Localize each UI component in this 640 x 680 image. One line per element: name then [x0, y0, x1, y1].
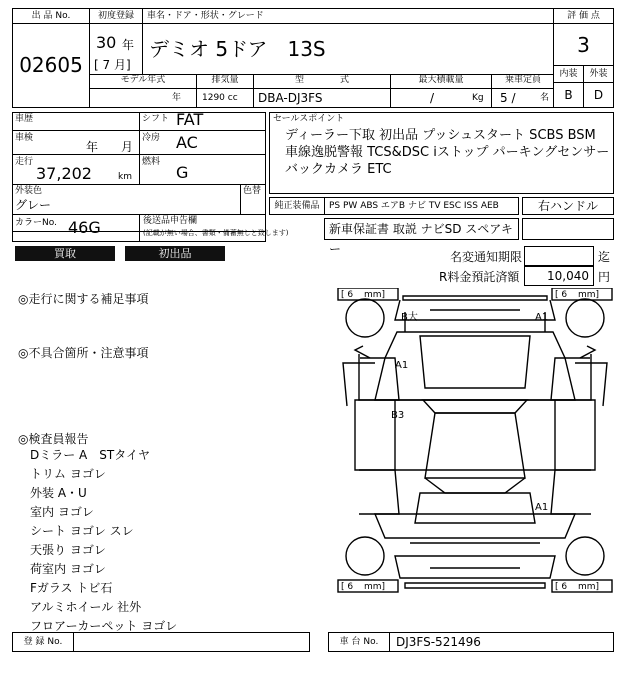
max-load-label: 最大積載量: [418, 75, 464, 85]
recycle-box: [524, 266, 594, 286]
car-name-cell: [142, 23, 554, 75]
handle-value: 右ハンドル: [537, 199, 598, 213]
first-reg-cell: [89, 23, 143, 75]
history-label: 車歴: [15, 114, 34, 124]
sales-line-3: バックカメラ ETC: [285, 162, 392, 177]
sales-line-2: 車線逸脱警報 TCS&DSC iストップ パーキングセンサー: [285, 145, 610, 160]
interior-label: 内装: [559, 69, 578, 79]
exterior-grade-cell: [583, 82, 614, 108]
fuel-label: 燃料: [142, 157, 161, 167]
inspection-month-unit: 月: [121, 140, 134, 154]
blank-cell: [522, 218, 614, 240]
wheel-rear-right-icon: [566, 537, 604, 575]
lot-label-cell: [12, 8, 90, 24]
inspector-item: シート ヨゴレ スレ: [30, 524, 134, 538]
inspector-item: 天張り ヨゴレ: [30, 543, 106, 557]
chassis-value: DJ3FS-521496: [396, 635, 481, 649]
equip-label: 純正装備品: [274, 201, 320, 211]
wheel-front-left-icon: [346, 299, 384, 337]
divider: [12, 184, 266, 185]
lot-number: 02605: [19, 53, 83, 77]
car-damage-diagram: [335, 288, 615, 628]
inspector-item: 室内 ヨゴレ: [30, 505, 94, 519]
sales-line-1: ディーラー下取 初出品 プッシュスタート SCBS BSM: [285, 128, 596, 143]
addr-change-unit: 迄: [598, 250, 611, 264]
mileage-label: 走行: [15, 157, 34, 167]
model-year-label: モデル年式: [120, 75, 166, 85]
aftermarket-label: 後送品申告欄: [143, 216, 198, 226]
car-name: デミオ 5ドア 13S: [149, 37, 326, 61]
car-name-label: 車名・ドア・形状・グレード: [147, 11, 264, 21]
inspector-item: Fガラス トビ石: [30, 581, 113, 595]
reg-label-cell: [12, 632, 74, 652]
damage-mark-b-large: B大: [401, 312, 418, 323]
interior-grade-cell: [553, 82, 584, 108]
inspection-label: 車検: [15, 133, 34, 143]
chassis-value-cell: [389, 632, 614, 652]
wheel-rear-left-icon: [346, 537, 384, 575]
warranty-value: 新車保証書 取説 ナビSD スペアキー: [329, 222, 513, 256]
recycle-label: R料金預託済額: [439, 270, 520, 284]
ac-label: 冷房: [142, 133, 161, 143]
equip-label-cell: [269, 197, 325, 215]
displacement: 1290 cc: [202, 93, 238, 103]
max-load-unit: Kg: [472, 93, 484, 103]
score-label-cell: [553, 8, 614, 24]
wheel-front-right-icon: [566, 299, 604, 337]
displacement-label: 排気量: [211, 75, 239, 85]
inspector-item: 荷室内 ヨゴレ: [30, 562, 106, 576]
color-no-label: カラーNo.: [15, 218, 57, 228]
car-name-label-cell: [142, 8, 554, 24]
exterior-label: 外装: [589, 69, 608, 79]
color-no-value: 46G: [68, 218, 101, 237]
model-year-unit: 年: [172, 93, 182, 103]
fuel-value: G: [176, 163, 189, 182]
exterior-grade: D: [593, 88, 604, 102]
damage-mark-a1-left: A1: [395, 360, 409, 371]
color-label: 外装色: [15, 186, 43, 196]
capacity-label: 乗車定員: [504, 75, 541, 85]
equip-cell: [324, 197, 519, 215]
handle-cell: [522, 197, 614, 215]
inspector-item: トリム ヨゴレ: [30, 467, 106, 481]
score-cell: [553, 23, 614, 66]
inspection-year-unit: 年: [86, 140, 99, 154]
chassis-label-cell: [328, 632, 390, 652]
recycle-value: 10,040: [547, 269, 589, 283]
inspector-item: Dミラー A STタイヤ: [30, 448, 150, 462]
score: 3: [577, 33, 590, 57]
shift-value: FAT: [176, 110, 204, 129]
recycle-unit: 円: [598, 270, 611, 284]
type-label: 型 式: [294, 75, 349, 85]
driving-remarks-heading: ◎走行に関する補足事項: [18, 292, 149, 306]
defects-heading: ◎不具合箇所・注意事項: [18, 346, 149, 360]
first-reg-year-unit: 年: [122, 38, 135, 52]
warranty-cell: [324, 218, 519, 256]
addr-change-label: 名変通知期限: [450, 250, 523, 264]
first-reg-label-cell: [89, 8, 143, 24]
interior-label-cell: [553, 65, 584, 83]
first-listing-badge: 初出品: [125, 246, 225, 261]
first-reg-label: 初度登録: [97, 11, 134, 21]
max-load-slash: /: [430, 91, 435, 105]
mileage-unit: km: [118, 172, 132, 182]
sales-points-label: セールスポイント: [273, 114, 345, 124]
inspector-item: フロアーカーペット ヨゴレ: [30, 619, 178, 633]
damage-mark-a1-top: A1: [535, 312, 549, 323]
inspector-item: アルミホイール 社外: [30, 600, 142, 614]
reg-label: 登 録 No.: [23, 637, 63, 647]
first-reg-year: 30: [96, 33, 117, 52]
tire-rear-left-label: [ 6 mm]: [341, 582, 386, 592]
equip-value: PS PW ABS エアB ナビ TV ESC ISS AEB: [329, 201, 499, 211]
addr-change-box: [524, 246, 594, 266]
reg-value-cell: [73, 632, 310, 652]
exterior-label-cell: [583, 65, 614, 83]
damage-mark-b3: B3: [391, 410, 405, 421]
divider: [240, 184, 241, 214]
capacity-unit: 名: [540, 93, 550, 103]
ac-value: AC: [176, 133, 198, 152]
inspector-items: [30, 446, 177, 636]
color-change-label: 色替: [243, 186, 262, 196]
tire-rear-right-label: [ 6 mm]: [555, 582, 600, 592]
inspector-item: 外装 A・U: [30, 486, 87, 500]
inspector-heading: ◎検査員報告: [18, 432, 89, 446]
shift-label: シフト: [142, 114, 170, 124]
color-value: グレー: [15, 198, 52, 212]
mileage-value: 37,202: [36, 164, 92, 183]
lot-label: 出 品 No.: [31, 11, 71, 21]
lot-number-cell: [12, 23, 90, 108]
score-label: 評 価 点: [567, 11, 600, 21]
interior-grade: B: [564, 88, 573, 102]
tire-front-left-label: [ 6 mm]: [341, 290, 386, 300]
divider: [139, 112, 140, 184]
tire-front-right-label: [ 6 mm]: [555, 290, 600, 300]
first-reg-month: [ 7 月]: [94, 58, 131, 72]
model-type: DBA-DJ3FS: [258, 91, 323, 105]
chassis-label: 車 台 No.: [339, 637, 379, 647]
damage-mark-a1-right: A1: [535, 502, 549, 513]
capacity: 5 /: [500, 91, 516, 105]
aftermarket-note: (記載が無い場合、書類・備蓄無しと致します): [143, 229, 289, 237]
buy-badge: 買取: [15, 246, 115, 261]
